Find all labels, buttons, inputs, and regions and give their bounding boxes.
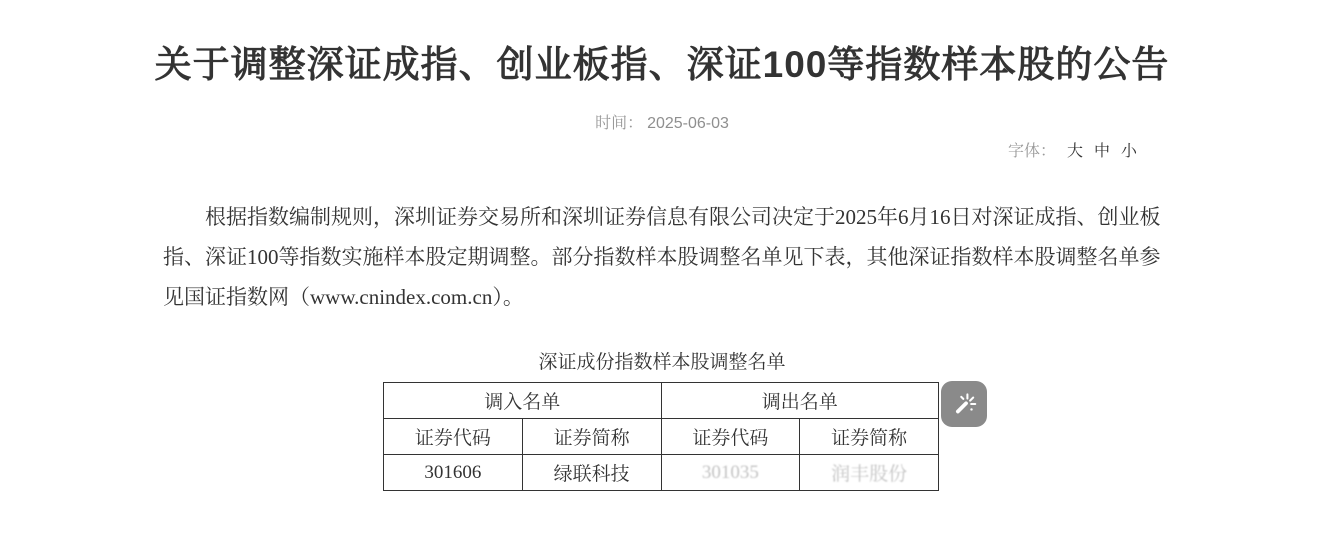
sample-stock-adjust-table bbox=[383, 382, 939, 491]
font-size-small-button[interactable]: 小 bbox=[1121, 143, 1138, 160]
publish-time-row bbox=[0, 110, 1324, 133]
cell-in-code: 301606 bbox=[384, 455, 523, 491]
table-caption: 深证成份指数样本股调整名单 bbox=[538, 352, 786, 373]
table-group-header-row bbox=[384, 383, 939, 419]
col-header-in-code: 证券代码 bbox=[384, 419, 523, 455]
announcement-paragraph: 根据指数编制规则，深圳证券交易所和深圳证券信息有限公司决定于2025年6月16日对深证成指、创业板指、深证100等指数实施样本股定期调整。部分指数样本股调整名单见下表，其他深证指数样本股调整名单参见国证指数网（www.cnindex.com.cn）。 bbox=[163, 205, 1161, 309]
font-size-selector bbox=[1008, 138, 1168, 161]
page-title: 关于调整深证成指、创业板指、深证100等指数样本股的公告 bbox=[154, 44, 1170, 85]
group-header-out: 调出名单 bbox=[661, 383, 939, 419]
table-row bbox=[384, 455, 939, 491]
font-size-large-button[interactable]: 大 bbox=[1067, 143, 1084, 160]
magic-wand-icon bbox=[949, 389, 979, 419]
col-header-in-name: 证券简称 bbox=[522, 419, 661, 455]
group-header-in: 调入名单 bbox=[384, 383, 662, 419]
col-header-out-name: 证券简称 bbox=[800, 419, 939, 455]
time-label: 时间： bbox=[595, 115, 644, 132]
table-column-header-row bbox=[384, 419, 939, 455]
font-size-medium-button[interactable]: 中 bbox=[1094, 143, 1111, 160]
cell-out-code: 301035 bbox=[661, 455, 800, 491]
cell-out-name: 润丰股份 bbox=[800, 455, 939, 491]
font-label: 字体： bbox=[1008, 143, 1057, 160]
col-header-out-code: 证券代码 bbox=[661, 419, 800, 455]
time-value: 2025-06-03 bbox=[647, 115, 729, 132]
cell-in-name: 绿联科技 bbox=[522, 455, 661, 491]
magic-wand-button[interactable] bbox=[941, 381, 987, 427]
